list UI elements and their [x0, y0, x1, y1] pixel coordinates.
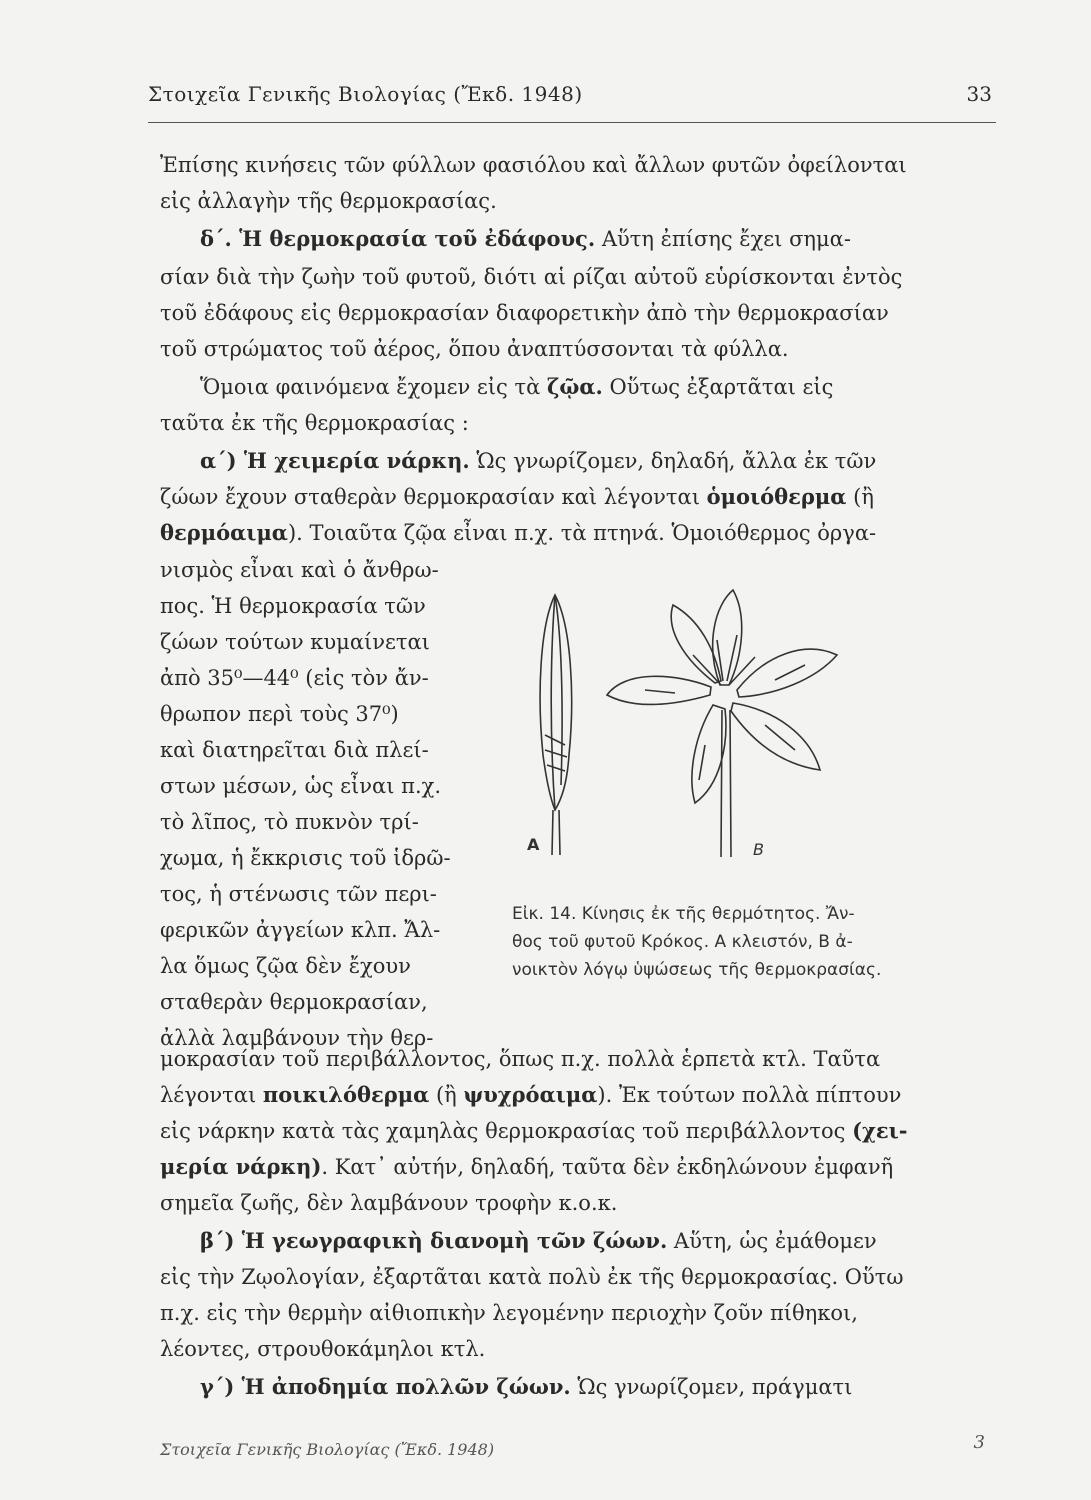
- subsection-heading-gamma: γ΄) Ἡ ἀποδημία πολλῶν ζώων. Ὡς γνωρίζομεν, πράγματι: [200, 1374, 853, 1399]
- crocus-illustration: [515, 585, 845, 865]
- closed-flower-a: [540, 595, 572, 855]
- subsection-heading-beta: β΄) Ἡ γεωγραφικὴ διανομὴ τῶν ζώων. Αὕτη, ὡς ἐμάθομεν: [200, 1228, 877, 1253]
- page-number: 33: [966, 82, 992, 106]
- running-header: [148, 82, 996, 123]
- subsection-heading-alpha: α΄) Ἡ χειμερία νάρκη. Ὡς γνωρίζομεν, δηλαδή, ἄλλα ἐκ τῶν: [200, 448, 877, 473]
- figure-label-a: A: [527, 835, 540, 854]
- signature-mark: 3: [973, 1432, 985, 1453]
- figure-label-b: B: [753, 840, 764, 859]
- text-line: λα ὅμως ζῷα δὲν ἔχουν: [160, 954, 411, 978]
- header-title: Στοιχεῖα Γενικῆς Βιολογίας (Ἔκδ. 1948): [148, 82, 583, 106]
- text-line: ταῦτα ἐκ τῆς θερμοκρασίας :: [160, 411, 469, 435]
- text-line: Ἐπίσης κινήσεις τῶν φύλλων φασιόλου καὶ ἄλλων φυτῶν ὀφείλονται: [160, 153, 907, 177]
- text-line: ζώων ἔχουν σταθερὰν θερμοκρασίαν καὶ λέγονται ὁμοιόθερμα (ἢ: [160, 484, 874, 509]
- caption-line: θος τοῦ φυτοῦ Κρόκος. Α κλειστόν, Β ἀ-: [512, 932, 853, 952]
- text-line: σίαν διὰ τὴν ζωὴν τοῦ φυτοῦ, διότι αἱ ρίζαι αὐτοῦ εὑρίσκονται ἐντὸς: [160, 265, 903, 289]
- text-line: θερμόαιμα). Τοιαῦτα ζῷα εἶναι π.χ. τὰ πτηνά. Ὁμοιόθερμος ὀργα-: [160, 520, 877, 545]
- text-line: καὶ διατηρεῖται διὰ πλεί-: [160, 738, 429, 762]
- caption-line: νοικτὸν λόγῳ ὑψώσεως τῆς θερμοκρασίας.: [512, 960, 882, 980]
- text-line: ἀλλὰ λαμβάνουν τὴν θερ-: [160, 1026, 434, 1050]
- text-line: ἀπὸ 35⁰—44⁰ (εἰς τὸν ἄν-: [160, 666, 429, 690]
- text-line: χωμα, ἡ ἔκκρισις τοῦ ἱδρῶ-: [160, 846, 451, 870]
- text-line: τοῦ στρώματος τοῦ ἀέρος, ὅπου ἀναπτύσσονται τὰ φύλλα.: [160, 337, 789, 361]
- text-line: νισμὸς εἶναι καὶ ὁ ἄνθρω-: [160, 558, 439, 582]
- subsection-heading-delta: δ΄. Ἡ θερμοκρασία τοῦ ἐδάφους. Αὕτη ἐπίσης ἔχει σημα-: [200, 226, 851, 251]
- caption-line: Εἰκ. 14. Κίνησις ἐκ τῆς θερμότητος. Ἄν-: [512, 904, 855, 924]
- text-line: τοῦ ἐδάφους εἰς θερμοκρασίαν διαφορετικὴν ἀπὸ τὴν θερμοκρασίαν: [160, 301, 889, 325]
- text-line: εἰς νάρκην κατὰ τὰς χαμηλὰς θερμοκρασίας τοῦ περιβάλλοντος (χει-: [160, 1118, 908, 1143]
- text-line: σημεῖα ζωῆς, δὲν λαμβάνουν τροφὴν κ.ο.κ.: [160, 1191, 618, 1215]
- open-flower-b: [607, 590, 837, 857]
- text-line: λέγονται ποικιλόθερμα (ἢ ψυχρόαιμα). Ἐκ τούτων πολλὰ πίπτουν: [160, 1082, 902, 1107]
- heading-bold: δ΄. Ἡ θερμοκρασία τοῦ ἐδάφους.: [200, 226, 596, 251]
- text-line: μοκρασίαν τοῦ περιβάλλοντος, ὅπως π.χ. πολλὰ ἑρπετὰ κτλ. Ταῦτα: [160, 1047, 881, 1071]
- text-line: σταθερὰν θερμοκρασίαν,: [160, 990, 428, 1014]
- crocus-figure: [515, 585, 845, 865]
- footer-text: Στοιχεῖα Γενικῆς Βιολογίας (Ἔκδ. 1948): [160, 1440, 495, 1459]
- text-line: λέοντες, στρουθοκάμηλοι κτλ.: [160, 1337, 486, 1361]
- page-footer: [160, 1432, 990, 1470]
- text-line: πος. Ἡ θερμοκρασία τῶν: [160, 594, 426, 618]
- text-line: στων μέσων, ὡς εἶναι π.χ.: [160, 774, 442, 798]
- text-line: φερικῶν ἀγγείων κλπ. Ἄλ-: [160, 918, 441, 942]
- text-line: ζώων τούτων κυμαίνεται: [160, 630, 430, 654]
- text-line: εἰς ἀλλαγὴν τῆς θερμοκρασίας.: [160, 189, 497, 213]
- figure-caption: [512, 900, 1032, 984]
- text-line: τὸ λῖπος, τὸ πυκνὸν τρί-: [160, 810, 419, 834]
- text-line: π.χ. εἰς τὴν θερμὴν αἰθιοπικὴν λεγομένην περιοχὴν ζοῦν πίθηκοι,: [160, 1301, 858, 1325]
- text-line: εἰς τὴν Ζῳολογίαν, ἐξαρτᾶται κατὰ πολὺ ἐκ τῆς θερμοκρασίας. Οὕτω: [160, 1265, 904, 1289]
- text-line: θρωπον περὶ τοὺς 37⁰): [160, 702, 399, 726]
- text-line: μερία νάρκη). Κατ᾽ αὐτήν, δηλαδή, ταῦτα δὲν ἐκδηλώνουν ἐμφανῆ: [160, 1154, 894, 1179]
- text-line: τος, ἡ στένωσις τῶν περι-: [160, 882, 437, 906]
- text-line: Ὅμοια φαινόμενα ἔχομεν εἰς τὰ ζῷα. Οὕτως ἐξαρτᾶται εἰς: [200, 374, 834, 399]
